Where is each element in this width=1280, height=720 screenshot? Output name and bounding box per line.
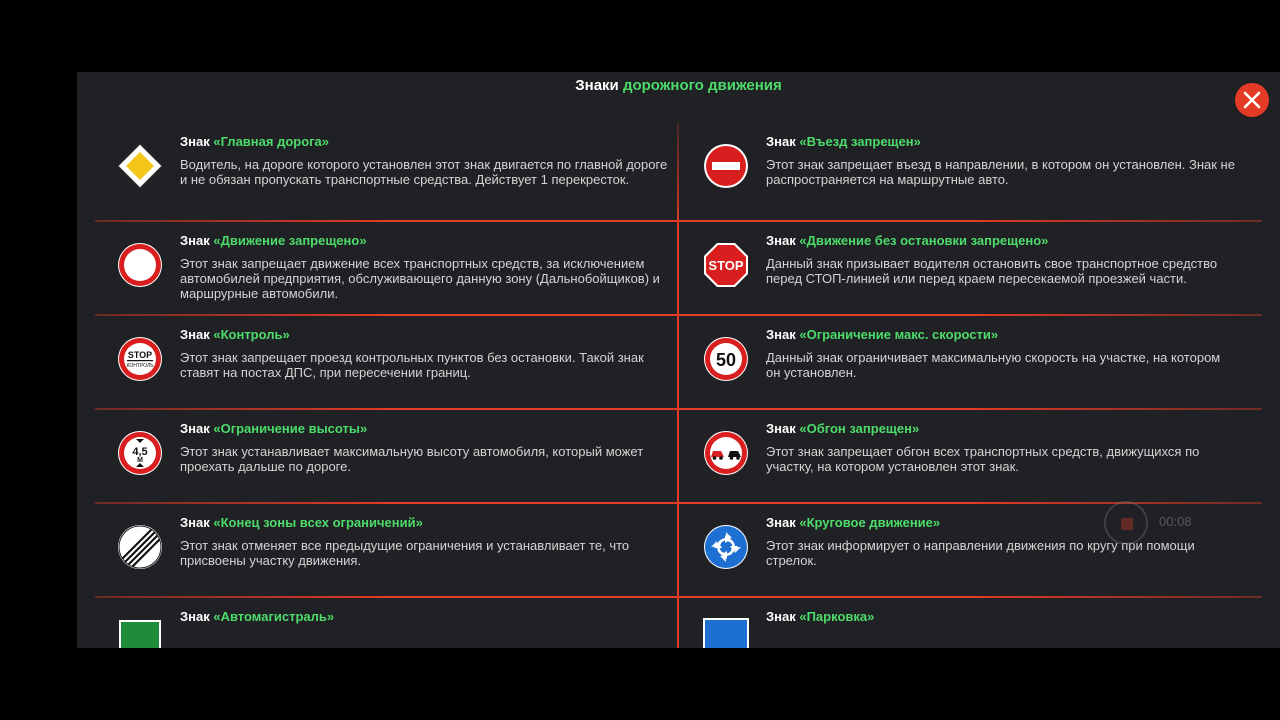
sign-name: «Круговое движение» bbox=[799, 515, 941, 530]
timer-text: 00:08 bbox=[1159, 514, 1192, 529]
sign-card[interactable] bbox=[77, 598, 677, 648]
signs-row bbox=[77, 123, 1280, 222]
speed-limit-icon bbox=[703, 336, 749, 382]
sign-word: Знак bbox=[180, 609, 210, 624]
sign-description: Этот знак запрещает проезд контрольных пунктов без остановки. Такой знак ставят на постах ДПС, при пересечении границ. bbox=[180, 350, 644, 380]
sign-card[interactable] bbox=[77, 410, 677, 504]
title-accent: дорожного движения bbox=[622, 77, 782, 94]
record-indicator bbox=[1104, 501, 1148, 545]
control-sign-subtext: КОНТРОЛЬ bbox=[126, 363, 154, 369]
title-prefix: Знаки bbox=[575, 77, 619, 94]
sign-name: «Обгон запрещен» bbox=[799, 421, 920, 436]
sign-name: «Конец зоны всех ограничений» bbox=[213, 515, 423, 530]
sign-name: «Движение запрещено» bbox=[213, 233, 367, 248]
control-icon bbox=[117, 336, 163, 382]
height-limit-unit: М bbox=[137, 457, 143, 464]
traffic-signs-panel bbox=[77, 72, 1280, 648]
sign-card[interactable] bbox=[77, 316, 677, 410]
sign-description: Этот знак запрещает обгон всех транспортных средств, движущихся по участку, на котором установлен этот знак. bbox=[766, 444, 1200, 474]
sign-name: «Автомагистраль» bbox=[213, 609, 335, 624]
recording-timer bbox=[1104, 501, 1204, 547]
record-icon bbox=[1121, 518, 1133, 530]
sign-card[interactable] bbox=[679, 123, 1239, 222]
sign-description: Этот знак информирует о направлении движения по кругу при помощи стрелок. bbox=[766, 538, 1195, 568]
main-road-icon bbox=[117, 143, 163, 189]
height-limit-text: 4,5 bbox=[132, 446, 148, 458]
close-button[interactable] bbox=[1235, 83, 1269, 117]
sign-word: Знак bbox=[180, 327, 210, 342]
stop-sign-text: STOP bbox=[708, 258, 744, 273]
signs-row bbox=[77, 598, 1280, 648]
height-limit-icon bbox=[117, 430, 163, 476]
sign-word: Знак bbox=[766, 327, 796, 342]
signs-row bbox=[77, 504, 1280, 598]
signs-row bbox=[77, 316, 1280, 410]
end-restrictions-icon bbox=[117, 524, 163, 570]
sign-word: Знак bbox=[766, 421, 796, 436]
sign-description: Этот знак отменяет все предыдущие ограничения и устанавливает те, что присвоены участку движения. bbox=[180, 538, 630, 568]
stop-icon bbox=[703, 242, 749, 288]
no-entry-icon bbox=[703, 143, 749, 189]
sign-word: Знак bbox=[180, 233, 210, 248]
sign-description: Водитель, на дороге которого установлен этот знак двигается по главной дороге и не обязан пропускать транспортные средства. Действует 1 перекресток. bbox=[180, 157, 668, 187]
sign-description: Этот знак запрещает движение всех транспортных средств, за исключением автомобилей предприятия, обслуживающего данную зону (Дальнобойщиков) и маршрурные автомобили. bbox=[180, 256, 660, 301]
sign-word: Знак bbox=[766, 515, 796, 530]
sign-name: «Въезд запрещен» bbox=[799, 134, 921, 149]
sign-name: «Движение без остановки запрещено» bbox=[799, 233, 1049, 248]
sign-word: Знак bbox=[180, 134, 210, 149]
sign-card[interactable] bbox=[77, 504, 677, 598]
sign-word: Знак bbox=[766, 134, 796, 149]
sign-word: Знак bbox=[180, 515, 210, 530]
sign-word: Знак bbox=[180, 421, 210, 436]
sign-card[interactable] bbox=[77, 123, 677, 222]
sign-word: Знак bbox=[766, 609, 796, 624]
sign-card[interactable] bbox=[679, 316, 1239, 410]
sign-description: Этот знак устанавливает максимальную высоту автомобиля, который может проехать дальше по дороге. bbox=[180, 444, 644, 474]
page-title bbox=[77, 77, 1280, 94]
sign-description: Этот знак запрещает въезд в направлении, в котором он установлен. Знак не распространяется на маршрутные авто. bbox=[766, 157, 1235, 187]
sign-name: «Главная дорога» bbox=[213, 134, 330, 149]
sign-description: Данный знак ограничивает максимальную скорость на участке, на котором он установлен. bbox=[766, 350, 1221, 380]
sign-name: «Ограничение высоты» bbox=[213, 421, 368, 436]
sign-name: «Парковка» bbox=[799, 609, 875, 624]
parking-icon bbox=[703, 618, 749, 648]
sign-card[interactable] bbox=[679, 222, 1239, 316]
sign-description: Данный знак призывает водителя остановить свое транспортное средство перед СТОП-линией или перед краем пересекаемой проезжей части. bbox=[766, 256, 1218, 286]
sign-name: «Ограничение макс. скорости» bbox=[799, 327, 999, 342]
sign-name: «Контроль» bbox=[213, 327, 290, 342]
no-overtaking-icon bbox=[703, 430, 749, 476]
close-icon bbox=[1243, 91, 1261, 109]
signs-row bbox=[77, 222, 1280, 316]
signs-grid bbox=[77, 123, 1280, 648]
speed-limit-text: 50 bbox=[715, 350, 737, 370]
sign-word: Знак bbox=[766, 233, 796, 248]
sign-card[interactable] bbox=[77, 222, 677, 316]
roundabout-icon bbox=[703, 524, 749, 570]
signs-row bbox=[77, 410, 1280, 504]
highway-icon bbox=[117, 618, 163, 648]
no-traffic-icon bbox=[117, 242, 163, 288]
sign-card[interactable] bbox=[679, 598, 1239, 648]
sign-card[interactable] bbox=[679, 410, 1239, 504]
control-sign-text: STOP bbox=[127, 350, 153, 360]
